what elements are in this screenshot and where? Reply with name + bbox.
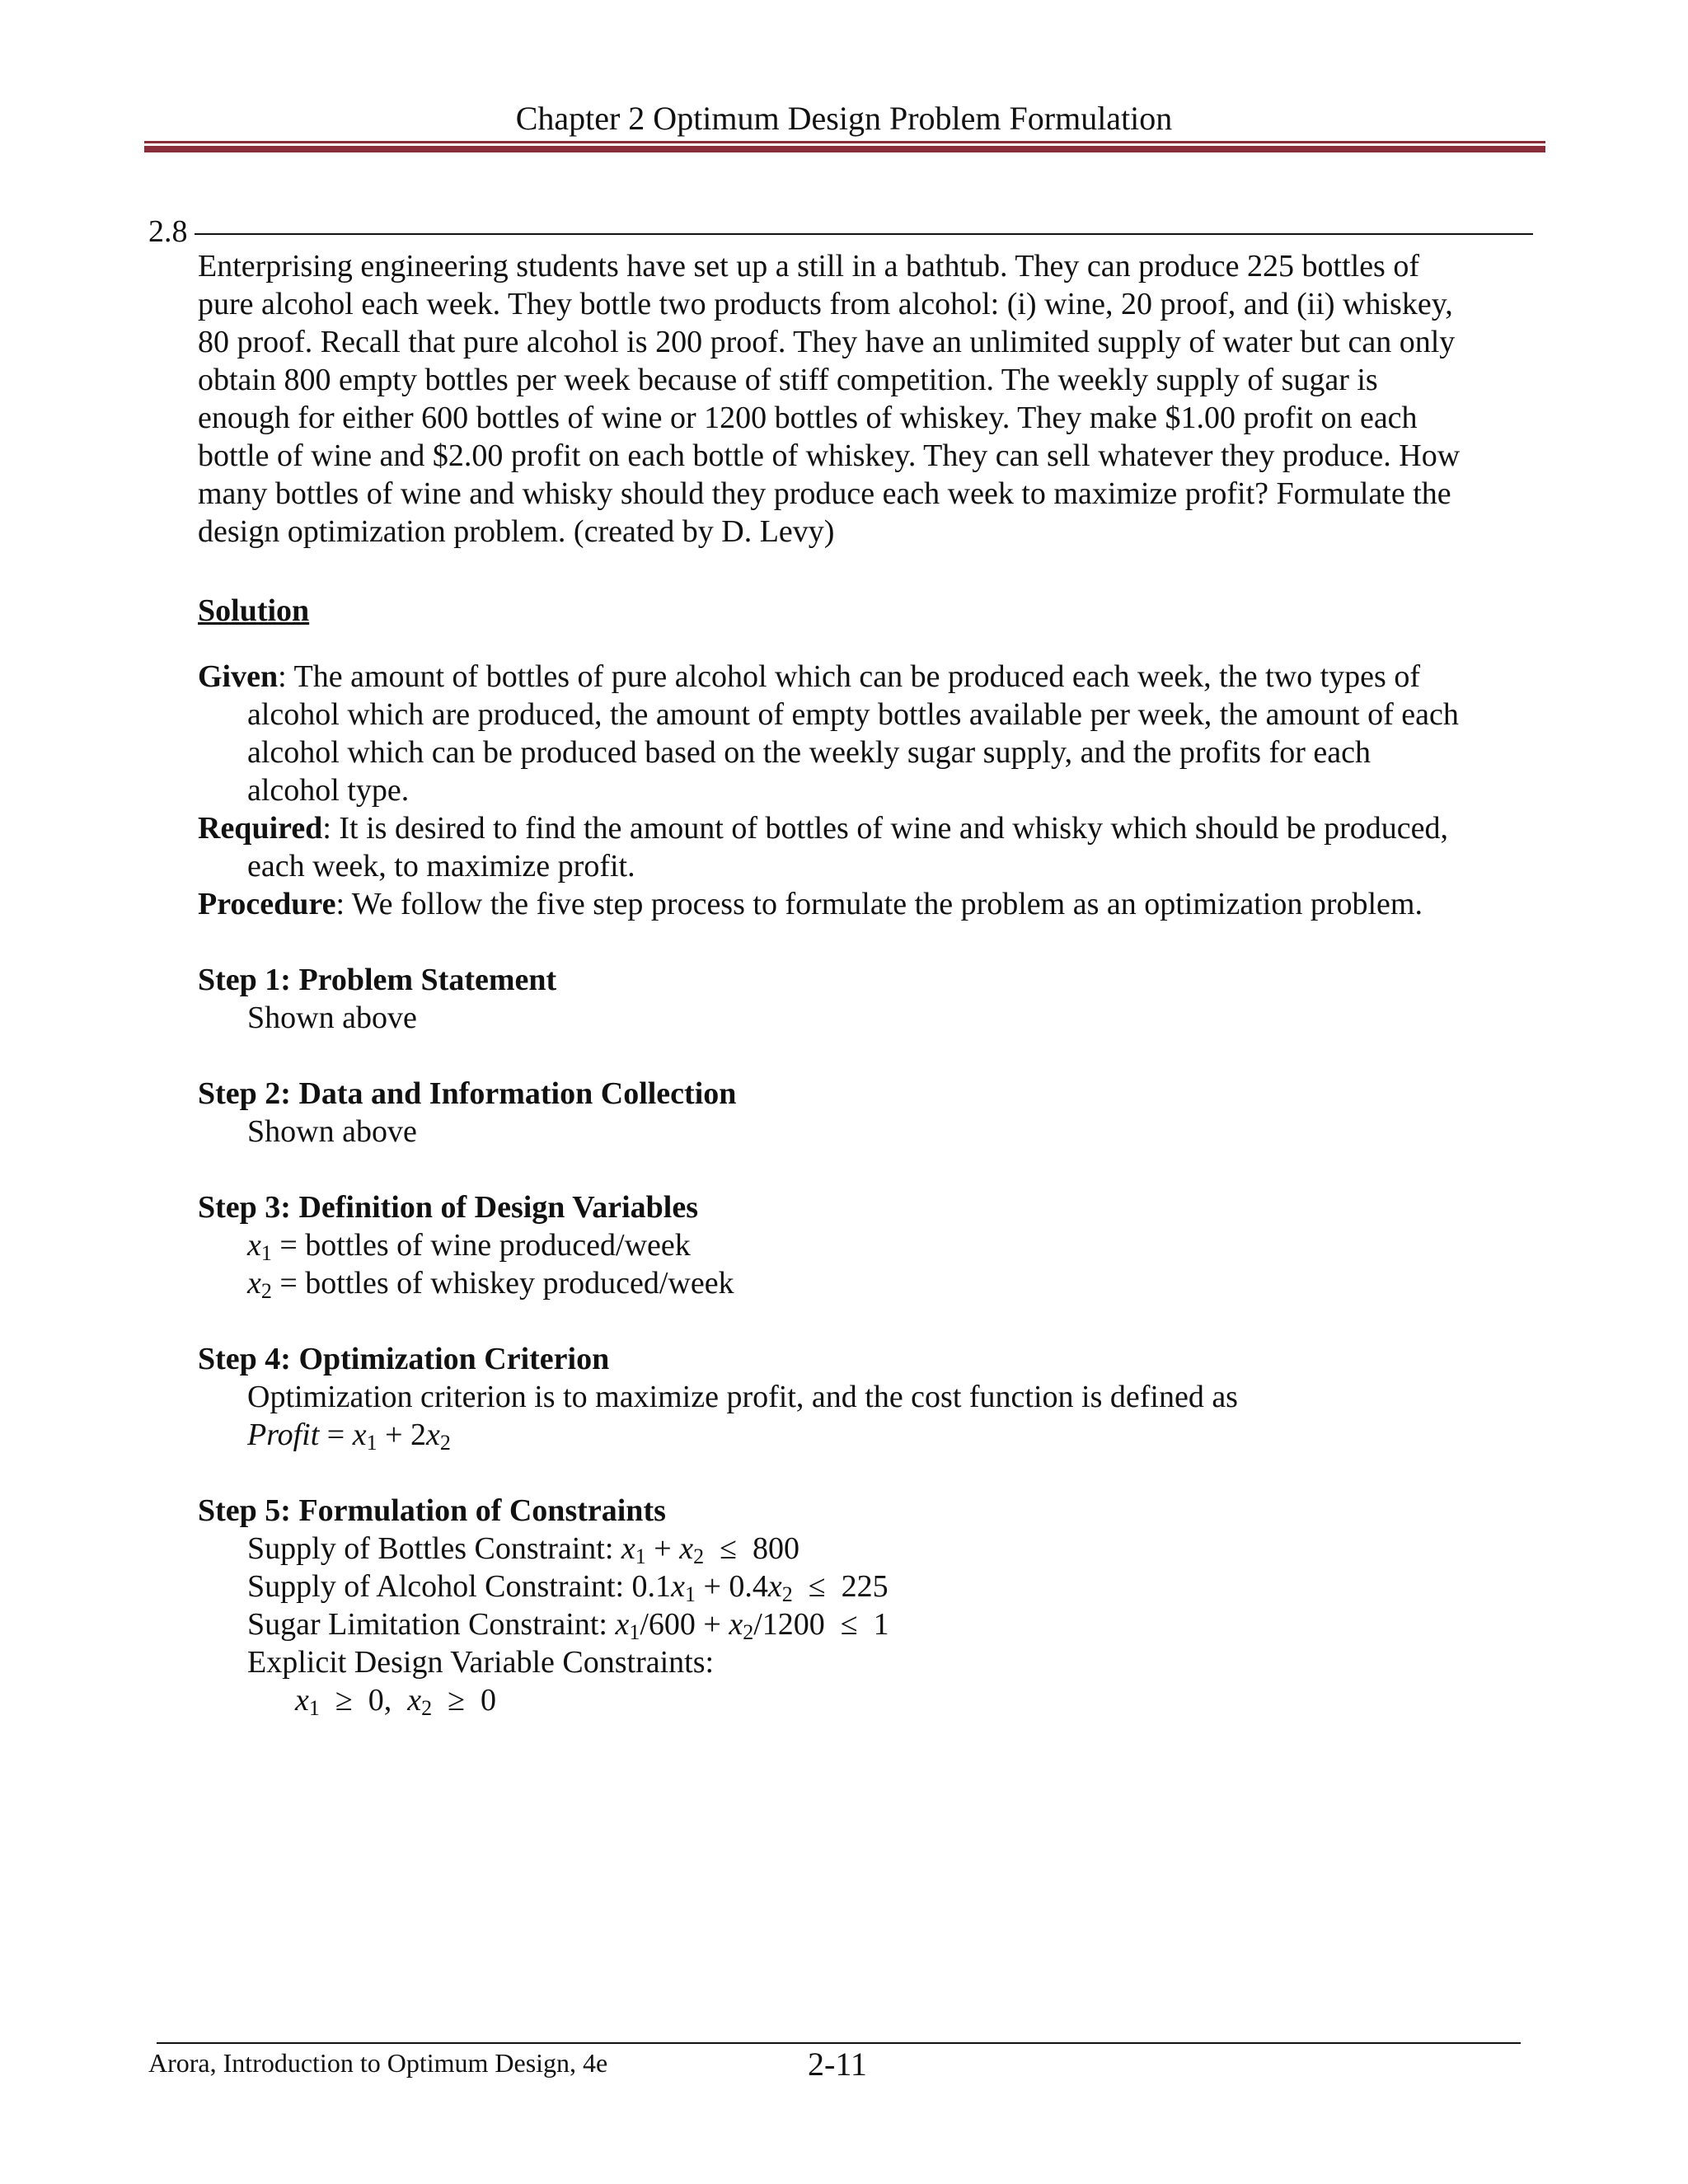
problem-line: bottle of wine and $2.00 profit on each bottle of whiskey. They can sell whatever they produce. How: [198, 438, 1461, 473]
c1-relation: ≤ 800: [704, 1531, 799, 1566]
var-x: x: [426, 1418, 440, 1452]
nonnegativity-constraints: [295, 1681, 496, 1727]
sub-2: 2: [260, 1279, 272, 1303]
var-x: x: [671, 1569, 685, 1604]
profit-symbol: Profit: [247, 1418, 320, 1452]
c2-relation: ≤ 225: [792, 1569, 889, 1604]
step2-heading: Step 2: Data and Information Collection: [198, 1076, 737, 1111]
given-cont: alcohol type.: [247, 773, 410, 808]
problem-statement: [198, 247, 1550, 551]
c2-label: Supply of Alcohol Constraint: 0.1: [247, 1569, 672, 1604]
profit-equation: [247, 1416, 451, 1462]
c1-label: Supply of Bottles Constraint:: [247, 1531, 621, 1566]
var-x: x: [247, 1228, 261, 1263]
c3-label: Sugar Limitation Constraint:: [247, 1607, 616, 1642]
required-text: : It is desired to find the amount of bottles of wine and whisky which should be produced,: [322, 811, 1448, 846]
plus: +: [645, 1531, 680, 1566]
var-x: x: [767, 1569, 782, 1604]
sub-2: 2: [439, 1431, 451, 1455]
explicit-constraints-label: Explicit Design Variable Constraints:: [247, 1645, 715, 1680]
sub-2: 2: [421, 1696, 433, 1720]
c4-relation2: ≥ 0: [432, 1683, 496, 1718]
plus-coef: + 0.4: [695, 1569, 768, 1604]
page-number: 2-11: [808, 2046, 867, 2083]
problem-line: many bottles of wine and whisky should they produce each week to maximize profit? Formulate the: [198, 476, 1451, 511]
equals-sign: =: [319, 1418, 353, 1452]
var-x: x: [352, 1418, 367, 1452]
required-cont: each week, to maximize profit.: [247, 849, 635, 883]
c3-part1: /600 +: [640, 1607, 729, 1642]
problem-line: enough for either 600 bottles of wine or 1200 bottles of whiskey. They make $1.00 profit on each: [198, 401, 1418, 435]
given-text: : The amount of bottles of pure alcohol which can be produced each week, the two types of: [278, 659, 1420, 694]
problem-line: 80 proof. Recall that pure alcohol is 200 proof. They have an unlimited supply of water but can only: [198, 325, 1456, 359]
design-variable-x2: [247, 1264, 734, 1310]
step2-text: Shown above: [247, 1114, 417, 1149]
sub-1: 1: [635, 1544, 646, 1568]
sub-1: 1: [366, 1431, 377, 1455]
header-rule-thin: [144, 141, 1545, 143]
step3-heading: Step 3: Definition of Design Variables: [198, 1190, 698, 1225]
step1-heading: Step 1: Problem Statement: [198, 963, 557, 997]
var-x: x: [247, 1266, 261, 1301]
problem-line: Enterprising engineering students have set up a still in a bathtub. They can produce 225 bottles of: [198, 249, 1419, 284]
step4-text: Optimization criterion is to maximize profit, and the cost function is defined as: [247, 1380, 1238, 1414]
var-x: x: [679, 1531, 694, 1566]
step4-heading: Step 4: Optimization Criterion: [198, 1342, 610, 1376]
var-x: x: [615, 1607, 630, 1642]
page-header-title: Chapter 2 Optimum Design Problem Formulation: [515, 100, 1173, 137]
c4-relation1: ≥ 0,: [319, 1683, 408, 1718]
problem-line: obtain 800 empty bottles per week because of stiff competition. The weekly supply of sugar is: [198, 363, 1378, 397]
sub-1: 1: [629, 1620, 640, 1644]
given-paragraph: [198, 658, 1550, 923]
x1-definition: = bottles of wine produced/week: [271, 1228, 691, 1263]
given-label: Given: [198, 659, 279, 694]
problem-number: 2.8: [148, 214, 188, 249]
sub-2: 2: [693, 1544, 705, 1568]
solution-heading: Solution: [198, 593, 310, 628]
var-x: x: [407, 1683, 422, 1718]
procedure-label: Procedure: [198, 887, 336, 921]
header-rule-thick: [144, 146, 1545, 152]
var-x: x: [729, 1607, 743, 1642]
step1-text: Shown above: [247, 1001, 417, 1035]
given-cont: alcohol which are produced, the amount of empty bottles available per week, the amount of each: [247, 697, 1459, 732]
var-x: x: [295, 1683, 309, 1718]
x2-definition: = bottles of whiskey produced/week: [271, 1266, 734, 1301]
required-label: Required: [198, 811, 323, 846]
problem-rule: [195, 233, 1533, 235]
c3-part2: /1200 ≤ 1: [753, 1607, 889, 1642]
sub-1: 1: [684, 1582, 696, 1606]
var-x: x: [621, 1531, 635, 1566]
procedure-text: : We follow the five step process to formulate the problem as an optimization problem.: [335, 887, 1423, 921]
sub-1: 1: [260, 1241, 272, 1265]
problem-line: design optimization problem. (created by D. Levy): [198, 514, 835, 549]
plus-coef: + 2: [377, 1418, 427, 1452]
step5-heading: Step 5: Formulation of Constraints: [198, 1493, 666, 1528]
sub-2: 2: [781, 1582, 793, 1606]
sub-2: 2: [743, 1620, 754, 1644]
sub-1: 1: [308, 1696, 320, 1720]
footer-citation: Arora, Introduction to Optimum Design, 4e: [148, 2048, 608, 2078]
problem-line: pure alcohol each week. They bottle two products from alcohol: (i) wine, 20 proof, and (ii) whiskey,: [198, 287, 1453, 321]
given-cont: alcohol which can be produced based on the weekly sugar supply, and the profits for each: [247, 735, 1371, 770]
